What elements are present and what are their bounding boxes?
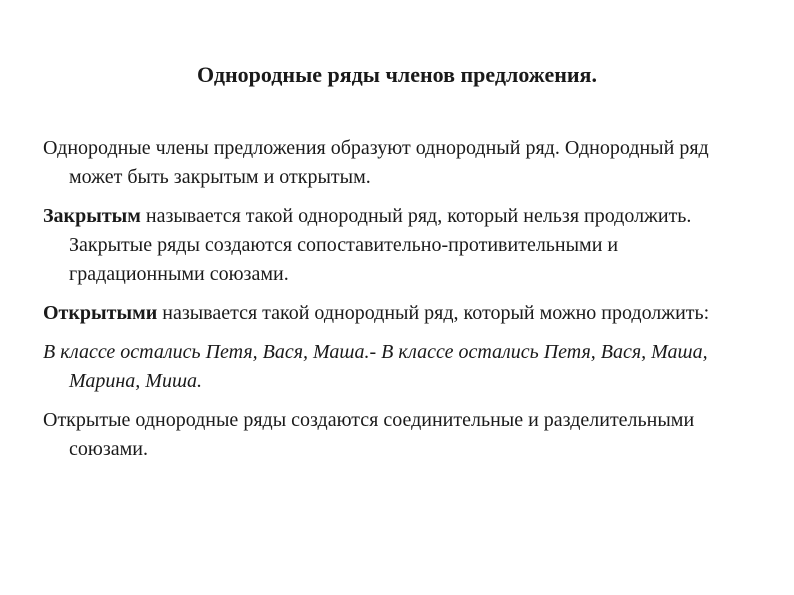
paragraph-open-conjunctions: Открытые однородные ряды создаются соединительные и разделительными союзами. [43, 409, 695, 460]
paragraph-example: В классе остались Петя, Вася, Маша.- В классе остались Петя, Вася, Маша, Марина, Миша. [43, 341, 708, 392]
closed-row-text: называется такой однородный ряд, который нельзя продолжить. Закрытые ряды создаются сопоставительно-противительными и градационными союзами. [69, 205, 692, 285]
term-closed: Закрытым [43, 205, 141, 227]
slide-title: Однородные ряды членов предложения. [197, 62, 597, 87]
paragraph-open-row [43, 299, 743, 328]
open-row-text: называется такой однородный ряд, который можно продолжить: [157, 302, 710, 324]
paragraph-definition: Однородные члены предложения образуют однородный ряд. Однородный ряд может быть закрытым и открытым. [43, 137, 709, 188]
paragraph-closed-row [43, 202, 743, 289]
slide-body [43, 134, 743, 474]
term-open: Открытыми [43, 302, 158, 324]
